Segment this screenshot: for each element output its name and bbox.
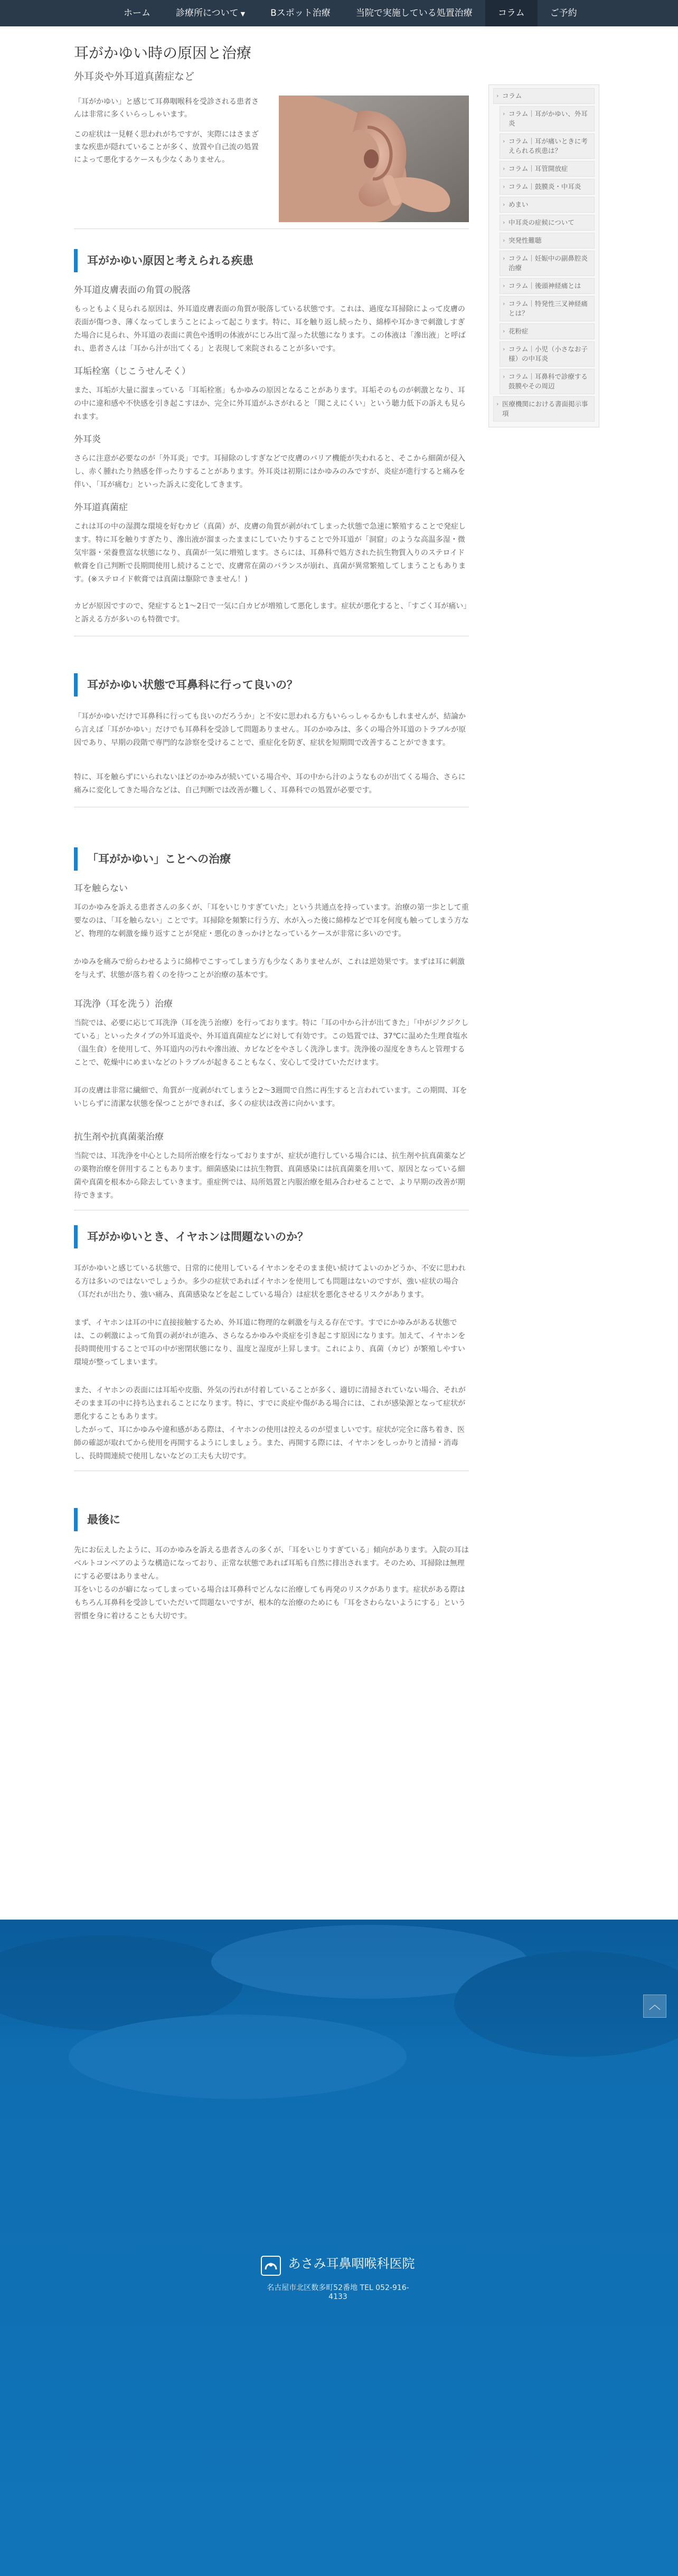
chevron-right-icon: › bbox=[503, 373, 505, 380]
section-heading: 耳がかゆい状態で耳鼻科に行って良いの？ bbox=[74, 673, 469, 697]
chevron-right-icon: › bbox=[503, 110, 505, 117]
sidebar-item-label: コラム｜妊娠中の副鼻腔炎治療 bbox=[508, 254, 588, 272]
chevron-right-icon: › bbox=[503, 255, 505, 262]
paragraph: かゆみを痛みで紛らわせるように綿棒でこすってしまう方も少なくありませんが、これは逆効果です。まずは耳に刺激を与えず、状態が落ち着くのを待つことが治療の基本です。 bbox=[74, 958, 465, 979]
section-heading: 耳がかゆい原因と考えられる疾患 bbox=[74, 249, 469, 272]
sidebar-item-label: コラム｜後頭神経痛とは bbox=[508, 282, 581, 290]
main-nav bbox=[111, 0, 590, 26]
sidebar-item[interactable] bbox=[500, 179, 595, 195]
sidebar-menu bbox=[488, 84, 599, 427]
clinic-logo-icon bbox=[261, 2256, 281, 2276]
sidebar-item-label: 医療機関における書面掲示事項 bbox=[502, 400, 588, 417]
chevron-right-icon: › bbox=[503, 219, 505, 226]
chevron-right-icon: › bbox=[503, 328, 505, 335]
sidebar-item[interactable] bbox=[500, 106, 595, 131]
nav-treatments[interactable]: 当院で実施している処置治療 bbox=[355, 8, 473, 18]
sidebar-item-label: コラム｜特発性三叉神経痛とは？ bbox=[508, 300, 588, 317]
sidebar bbox=[488, 84, 600, 427]
sidebar-item-label: コラム｜小児（小さなお子様）の中耳炎 bbox=[508, 345, 588, 362]
sidebar-item[interactable] bbox=[500, 251, 595, 276]
chevron-down-icon: ▼ bbox=[240, 11, 246, 17]
nav-about[interactable]: 診療所について ▼ bbox=[176, 8, 246, 18]
sidebar-item-label: めまい bbox=[508, 201, 529, 208]
intro-text bbox=[74, 96, 264, 174]
paragraph: もっともよく見られる原因は、外耳道皮膚表面の角質が脱落している状態です。これは、過度な耳掃除によって皮膚の表面が傷つき、薄くなってしまうことによって起こります。特に、耳を触り返し続ったり、綿棒や耳かきで刺激しすぎた場合に見られ、外耳道の表面に黄色や透明の体液がにじみ出て湿った状態になります。この体液は「滲出液」と呼ばれ、患者さんは「耳から汁が出てくる」と表現して来院されることが多いです。 bbox=[74, 305, 466, 353]
sidebar-item-label: コラム bbox=[502, 92, 522, 100]
nav-bspot[interactable]: Bスポット治療 bbox=[270, 8, 331, 18]
sidebar-item[interactable] bbox=[500, 161, 595, 177]
paragraph: これは耳の中の湿潤な環境を好むカビ（真菌）が、皮膚の角質が剥がれてしまった状態で急速に繁殖することで発症します。特に耳を触りすぎたり、滲出液が溜まったままにしていたりすることで外耳道が「洞窟」のような高温多湿・微気牢器・栄養豊富な状態になり、真菌が一気に増殖します。さらには、耳鼻科で処方された抗生物質入りのステロイド軟膏を自己判断で長期間使用し続けることで、皮膚常在菌のバランスが崩れ、真菌が異常繁殖してしまうこともあります。(※ステロイド軟膏では真菌は駆除できません！) bbox=[74, 522, 466, 584]
sidebar-item-label: コラム｜耳鼻科で診療する鼓膜やその周辺 bbox=[508, 373, 588, 390]
paragraph: 当院では、必要に応じて耳洗浄（耳を洗う治療）を行っております。特に「耳の中から汁が出てきた」「中がジクジクしている」といったタイプの外耳道炎や、外耳道真菌症などに対して有効です。この処置では、37℃に温めた生理食塩水（温生食）を使用して、外耳道内の汚れや滲出液、カビなどをやさしく洗浄します。洗浄後の湿度をきちんと管理することで、乾燥中にめまいなどのトラブルが起きることもなく、安心して受けていただけます。 bbox=[74, 1019, 469, 1067]
subsection-heading: 外耳炎 bbox=[74, 434, 101, 445]
chevron-right-icon: › bbox=[496, 400, 499, 407]
subsection-heading: 耳を触らない bbox=[74, 883, 128, 894]
chevron-right-icon: › bbox=[503, 165, 505, 172]
nav-home[interactable]: ホーム bbox=[124, 8, 150, 18]
sidebar-item-label: コラム｜耳がかゆい、外耳炎 bbox=[508, 110, 588, 127]
chevron-right-icon: › bbox=[503, 237, 505, 244]
sidebar-item[interactable] bbox=[500, 278, 595, 294]
paragraph: 特に、耳を触らずにいられないほどのかゆみが続いている場合や、耳の中から汁のようなものが出てくる場合、さらに痛みに変化してきた場合などは、自己判断では改善が難しく、耳鼻科での処置が必要です。 bbox=[74, 773, 466, 795]
footer-background-pattern bbox=[0, 1920, 678, 2141]
intro-paragraph: この症状は一見軽く思われがちですが、実際にはさまざまな疾患が隠れていることが多く、放置や自己流の処置によって悪化するケースも少なくありません。 bbox=[74, 130, 259, 164]
chevron-right-icon: › bbox=[503, 183, 505, 190]
intro-block bbox=[74, 96, 469, 227]
paragraph: 「耳がかゆいだけで耳鼻科に行っても良いのだろうか」と不安に思われる方もいらっしゃるかもしれませんが、結論から言えば「耳がかゆい」だけでも耳鼻科を受診して問題ありません。耳のかゆみは、多くの場合外耳道のトラブルが原因であり、早期の段階で専門的な診察を受けることで、重症化を防ぎ、症状を短期間で改善することができます。 bbox=[74, 712, 466, 747]
chevron-right-icon: › bbox=[496, 92, 499, 99]
clinic-name: あさみ耳鼻咽喉科医院 bbox=[288, 2256, 415, 2271]
paragraph: 耳がかゆいと感じている状態で、日常的に使用しているイヤホンをそのまま使い続けてよいのかどうか、不安に思われる方は多いのではないでしょうか。多少の症状であればイヤホンを使用しても問題はないのですが、強い症状の場合（耳だれが出たり、強い痛み、真菌感染などを起こしている場合）は症状を悪化させるリスクがあります。 bbox=[74, 1264, 466, 1299]
chevron-right-icon: › bbox=[503, 346, 505, 352]
page-title: 耳がかゆい時の原因と治療 bbox=[74, 44, 252, 62]
sidebar-item[interactable] bbox=[493, 396, 595, 422]
sidebar-item[interactable] bbox=[500, 133, 595, 159]
chevron-right-icon: › bbox=[503, 138, 505, 145]
paragraph: 耳の皮膚は非常に繊細で、角質が一度剥がれてしまうと2～3週間で自然に再生すると言われています。この期間、耳をいじらずに清潔な状態を保つことができれば、多くの症状は改善に向かいます。 bbox=[74, 1086, 467, 1108]
back-to-top-button[interactable]: ︿ bbox=[643, 1995, 666, 2018]
nav-column[interactable]: コラム bbox=[485, 0, 538, 26]
sidebar-item[interactable] bbox=[500, 369, 595, 394]
sidebar-item[interactable] bbox=[493, 88, 595, 104]
clinic-address: 名古屋市北区数多町52番地 TEL 052-916-4133 bbox=[267, 2283, 409, 2301]
footer bbox=[0, 1920, 678, 2576]
sidebar-item[interactable] bbox=[500, 233, 595, 249]
paragraph: カビが原因ですので、発症すると1～2日で一気に白カビが増殖して悪化します。症状が悪化すると、「すごく耳が痛い」と訴える方が多いのも特徴です。 bbox=[74, 602, 467, 624]
intro-paragraph: 「耳がかゆい」と感じて耳鼻咽喉科を受診される患者さんは非常に多くいらっしゃいます。 bbox=[74, 98, 259, 119]
sidebar-item[interactable] bbox=[500, 296, 595, 321]
paragraph: 耳のかゆみを訴える患者さんの多くが、「耳をいじりすぎていた」という共通点を持っています。治療の第一歩として重要なのは、「耳を触らない」ことです。耳掃除を頻繁に行う方、水が入った後に綿棒などで耳を何度も触ってしまう方など、物理的な刺激を繰り返すことが発症・悪化のきっかけとなっているケースが非常に多いのです。 bbox=[74, 903, 469, 938]
subsection-heading: 外耳道皮膚表面の角質の脱落 bbox=[74, 285, 191, 295]
paragraph: また、イヤホンの表面には耳垢や皮脂、外気の汚れが付着していることが多く、適切に清掃されていない場合、それがそのまま耳の中に持ち込まれることになります。特に、すでに炎症や傷がある場合には、これが感染源となって症状が悪化することもあります。 したがって、耳にかゆみや違和感がある際は、イヤホンの使用は控えるのが望ましいです。症状が完全に落ち着き、医師の確認が取れてから使用を再開するようにしましょう。また、再開する際には、イヤホンをしっかりと清掃・消毒し、長時間連続で使用しないなどの工夫も大切です。 bbox=[74, 1386, 466, 1461]
nav-reservation[interactable]: ご予約 bbox=[550, 8, 577, 18]
subsection-heading: 抗生剤や抗真菌薬治療 bbox=[74, 1132, 164, 1142]
chevron-right-icon: › bbox=[503, 300, 505, 307]
main-content bbox=[74, 43, 469, 1623]
sidebar-item[interactable] bbox=[500, 323, 595, 339]
section-heading: 耳がかゆいとき、イヤホンは問題ないのか？ bbox=[74, 1225, 469, 1248]
paragraph: 当院では、耳洗浄を中心とした局所治療を行なっておりますが、症状が進行している場合には、抗生剤や抗真菌薬などの薬物治療を併用することもあります。細菌感染には抗生物質、真菌感染には抗真菌薬を用いて、原因となっている細菌や真菌を根本から除去していきます。重症例では、局所処置と内服治療を組み合わせることで、より早期の改善が期待できます。 bbox=[74, 1152, 466, 1200]
sidebar-item-label: 花粉症 bbox=[508, 327, 529, 335]
page-subtitle: 外耳炎や外耳道真菌症など bbox=[74, 71, 195, 82]
paragraph: まず、イヤホンは耳の中に直接接触するため、外耳道に物理的な刺激を与える存在です。すでにかゆみがある状態では、この刺激によって角質の剥がれが進み、さらなるかゆみや炎症を引き起こす原因になります。加えて、イヤホンを長時間使用することで耳の中が密閉状態になり、温度と湿度が上昇します。これにより、真菌（カビ）が繁殖しやすい環境が整ってしまいます。 bbox=[74, 1319, 466, 1367]
subsection-heading: 耳洗浄（耳を洗う）治療 bbox=[74, 999, 173, 1009]
subsection-heading: 外耳道真菌症 bbox=[74, 502, 128, 513]
section-heading: 最後に bbox=[74, 1508, 469, 1531]
top-navbar bbox=[0, 0, 678, 26]
sidebar-item-label: コラム｜耳が痛いときに考えられる疾患は？ bbox=[508, 137, 588, 155]
ear-photo bbox=[279, 96, 469, 222]
sidebar-item[interactable] bbox=[500, 197, 595, 213]
paragraph: また、耳垢が大量に溜まっている「耳垢栓塞」もかゆみの原因となることがあります。耳垢そのものが刺激となり、耳の中に違和感や不快感を引き起こすほか、完全に外耳道がふさがれると「聞こえにくい」という聴力低下の訴えも見られます。 bbox=[74, 386, 466, 421]
sidebar-item-label: 中耳炎の症候について bbox=[508, 218, 575, 226]
chevron-right-icon: › bbox=[503, 201, 505, 208]
chevron-right-icon: › bbox=[503, 282, 505, 289]
paragraph: さらに注意が必要なのが「外耳炎」です。耳掃除のしすぎなどで皮膚のバリア機能が失われると、そこから細菌が侵入し、赤く腫れたり熱感を伴ったりすることがあります。外耳炎は初期にはかゆみのみですが、炎症が進行すると痛みを伴い、「耳が痛む」といった訴えに変化してきます。 bbox=[74, 454, 465, 489]
sidebar-item-label: 突発性難聴 bbox=[508, 236, 542, 244]
subsection-heading: 耳垢栓塞（じこうせんそく） bbox=[74, 366, 191, 377]
paragraph: 先にお伝えしたように、耳のかゆみを訴える患者さんの多くが、「耳をいじりすぎている」傾向があります。入院の耳はベルトコンベアのような構造になっており、正常な状態であれば耳垢も自然に排出されます。そのため、耳掃除は無理にする必要はありません。 耳をいじるのが癖になってしまっている場合は耳鼻科でどんなに治療しても再発のリスクがあります。症状がある際はもちろん耳鼻科を受診していただいて問題ないですが、根本的な治療のためにも「耳をさわらないようにする」という習慣を身に着けることも大切です。 bbox=[74, 1546, 469, 1620]
sidebar-item-label: コラム｜鼓膜炎・中耳炎 bbox=[508, 183, 581, 190]
sidebar-item[interactable] bbox=[500, 215, 595, 231]
section-heading: 「耳がかゆい」ことへの治療 bbox=[74, 847, 469, 871]
ear-illustration bbox=[279, 96, 469, 222]
sidebar-item-label: コラム｜耳管開放症 bbox=[508, 165, 568, 173]
sidebar-item[interactable] bbox=[500, 341, 595, 367]
footer-logo-block bbox=[259, 2253, 417, 2301]
